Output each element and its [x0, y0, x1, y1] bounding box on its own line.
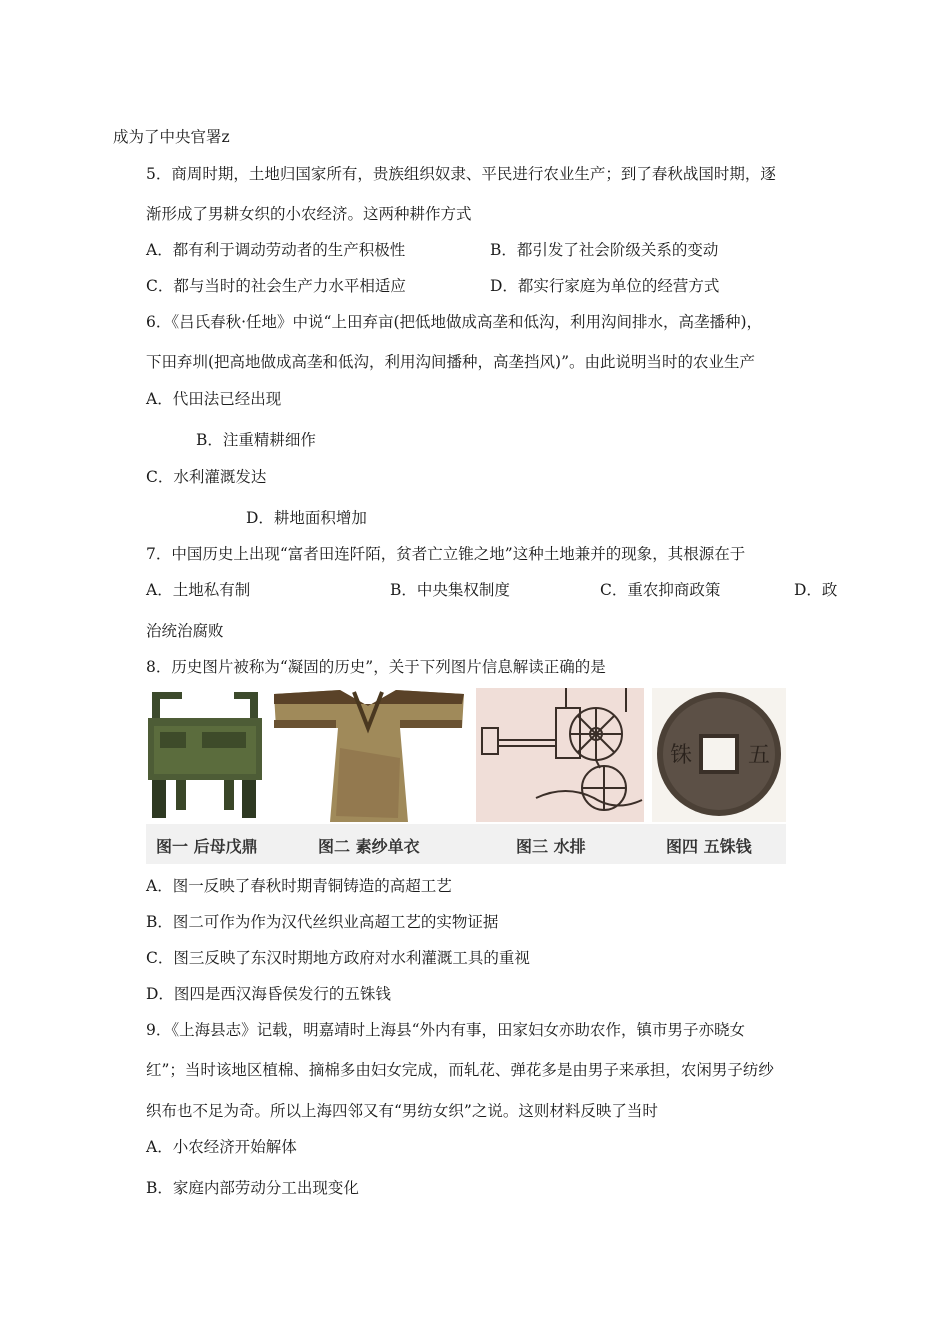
bronze-ding-image	[146, 688, 264, 822]
question-8-option-a[interactable]: A．图一反映了春秋时期青铜铸造的高超工艺	[146, 877, 452, 895]
text-line: 成为了中央官署z	[113, 128, 230, 146]
question-6-option-b[interactable]: B．注重精耕细作	[196, 431, 316, 449]
question-5-option-d[interactable]: D．都实行家庭为单位的经营方式	[490, 277, 720, 295]
figure-2-caption: 图二 素纱单衣	[318, 837, 420, 856]
question-5-stem-cont: 渐形成了男耕女织的小农经济。这两种耕作方式	[146, 205, 472, 223]
water-bellows-image	[476, 688, 644, 822]
question-9-stem: 9．《上海县志》记载，明嘉靖时上海县“外内有事，田家妇女亦助农作，镇市男子亦晓女	[146, 1021, 746, 1039]
question-7-option-a[interactable]: A．土地私有制	[146, 581, 251, 599]
question-6-option-d[interactable]: D．耕地面积增加	[246, 509, 367, 527]
question-9-stem-cont2: 织布也不足为奇。所以上海四邻又有“男纺女织”之说。这则材料反映了当时	[146, 1102, 658, 1120]
question-7-option-d[interactable]: D．政	[794, 581, 838, 599]
figure-4	[652, 688, 786, 864]
question-9-option-b[interactable]: B．家庭内部劳动分工出现变化	[146, 1179, 359, 1197]
figure-strip	[146, 688, 786, 864]
question-6-stem: 6．《吕氏春秋·任地》中说“上田弃亩(把低地做成高垄和低沟，利用沟间排水，高垄播种)，	[146, 313, 763, 331]
wuzhu-coin-image	[652, 688, 786, 822]
question-7-option-b[interactable]: B．中央集权制度	[390, 581, 510, 599]
figure-3	[476, 688, 644, 864]
figure-3-caption: 图三 水排	[516, 837, 586, 856]
question-6-option-a[interactable]: A．代田法已经出现	[146, 390, 282, 408]
question-8-option-d[interactable]: D．图四是西汉海昏侯发行的五铢钱	[146, 985, 391, 1003]
question-8-stem: 8．历史图片被称为“凝固的历史”，关于下列图片信息解读正确的是	[146, 658, 606, 676]
question-5-stem: 5．商周时期，土地归国家所有，贵族组织奴隶、平民进行农业生产；到了春秋战国时期，逐	[146, 165, 776, 183]
figure-1	[146, 688, 264, 864]
question-5-option-a[interactable]: A．都有利于调动劳动者的生产积极性	[146, 241, 406, 259]
question-5-option-c[interactable]: C．都与当时的社会生产力水平相适应	[146, 277, 406, 295]
figure-2	[270, 688, 466, 864]
question-8-option-b[interactable]: B．图二可作为作为汉代丝织业高超工艺的实物证据	[146, 913, 499, 931]
gauze-robe-image	[270, 688, 466, 822]
question-8-option-c[interactable]: C．图三反映了东汉时期地方政府对水利灌溉工具的重视	[146, 949, 530, 967]
coin-char-zhu: 铢	[670, 743, 693, 768]
question-6-option-c[interactable]: C．水利灌溉发达	[146, 468, 267, 486]
question-6-stem-cont: 下田弃圳(把高地做成高垄和低沟，利用沟间播种，高垄挡风)”。由此说明当时的农业生产	[146, 353, 756, 371]
question-5-option-b[interactable]: B．都引发了社会阶级关系的变动	[490, 241, 719, 259]
question-9-option-a[interactable]: A．小农经济开始解体	[146, 1138, 297, 1156]
figure-1-caption: 图一 后母戊鼎	[156, 837, 258, 856]
figure-4-caption: 图四 五铢钱	[666, 837, 752, 856]
question-7-option-d-cont: 治统治腐败	[146, 622, 224, 640]
coin-char-wu: 五	[748, 743, 771, 768]
question-7-stem: 7．中国历史上出现“富者田连阡陌，贫者亡立锥之地”这种土地兼并的现象，其根源在于	[146, 545, 746, 563]
question-9-stem-cont1: 红”；当时该地区植棉、摘棉多由妇女完成，而轧花、弹花多是由男子来承担，农闲男子纺纱	[146, 1061, 774, 1079]
question-7-option-c[interactable]: C．重农抑商政策	[600, 581, 721, 599]
